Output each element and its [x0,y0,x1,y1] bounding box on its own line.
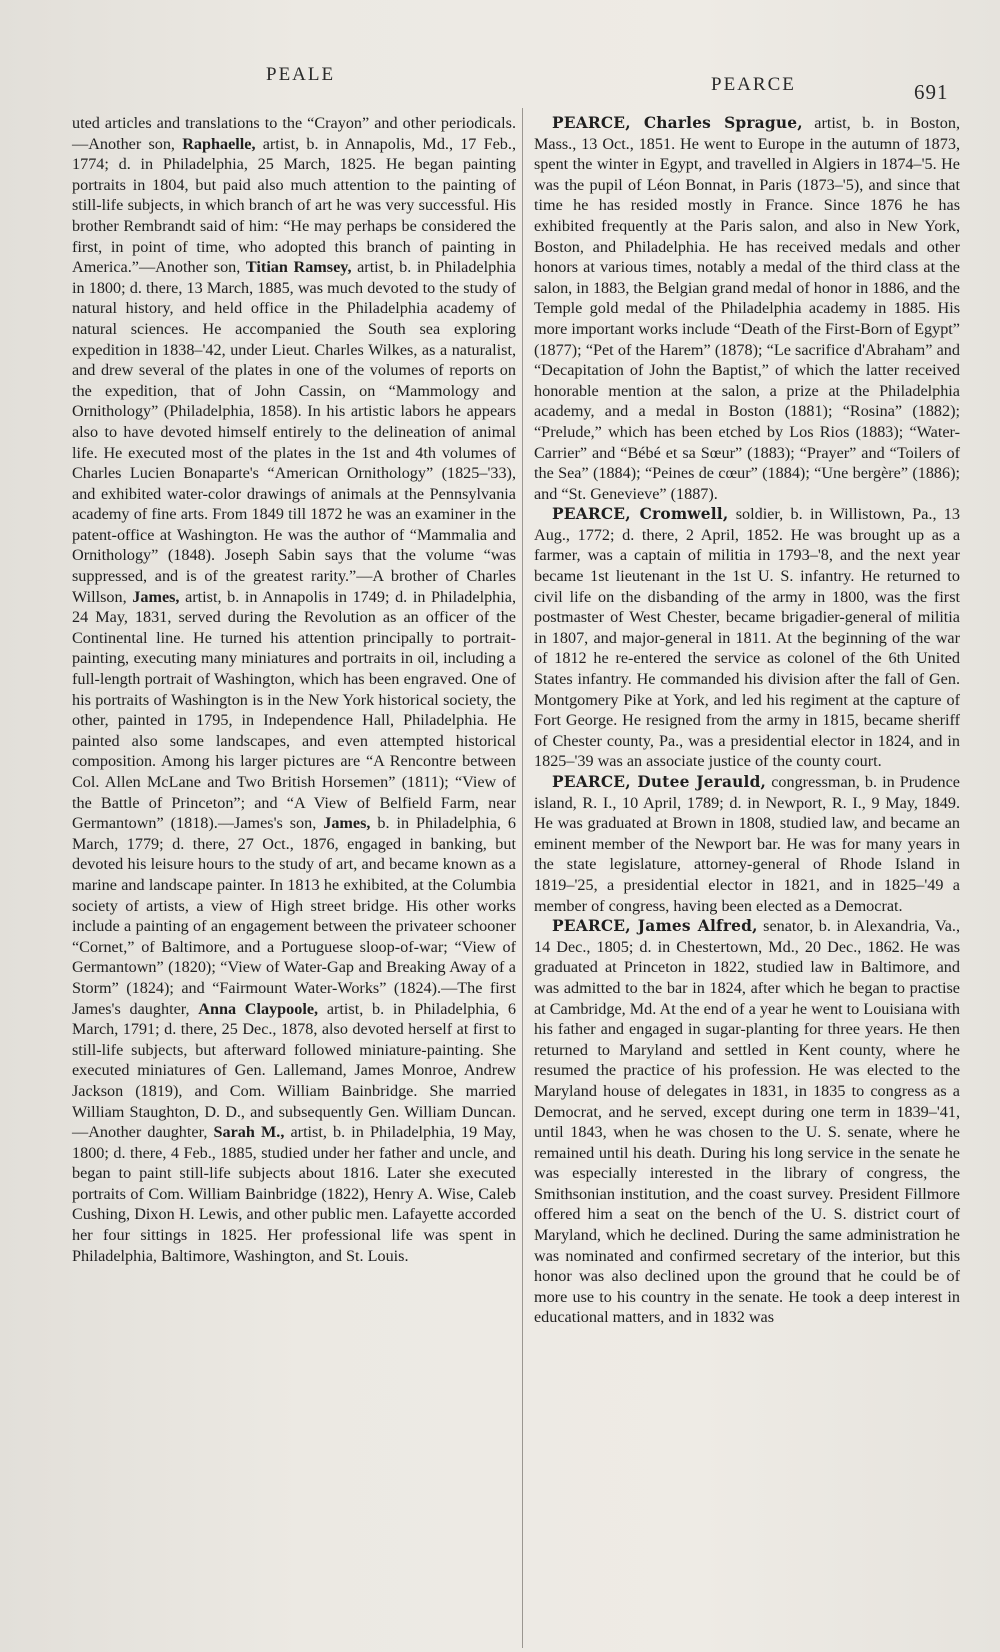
entry-text: artist, b. in Boston, Mass., 13 Oct., 1851. He went to Europe in the autumn of 1873, spent the winter in Egypt, and travelled in Algiers in 1874–'5. He was the pupil of Léon Bonnat, in Paris (1873–'5), and since that time he has resided mostly in France. Since 1876 he has exhibited frequently at the Paris salon, and also in New York, Boston, and Philadelphia. He has received medals and other honors at various times, notably a medal of the third class at the salon, in 1883, the Belgian grand medal of honor in 1886, and the Temple gold medal of the Philadelphia academy in 1885. His more important works include “Death of the First-Born of Egypt” (1877); “Pet of the Harem” (1878); “Le sacrifice d'Abraham” and “Decapitation of John the Baptist,” of which the latter received honorable mention at the salon, a prize at the Philadelphia academy, and a medal in Boston (1881); “Rosina” (1882); “Prelude,” which has been etched by Los Rios (1883); “Water-Carrier” and “Bébé et sa Sœur” (1883); “Prayer” and “Toilers of the Sea” (1884); “Peines de cœur” (1884); “Une bergère” (1886); and “St. Genevieve” (1887). [534,114,960,503]
name-anna-claypoole: Anna Claypoole, [198,999,319,1018]
entry-text: artist, b. in Annapolis, Md., 17 Feb., 1774; d. in Philadelphia, 25 March, 1825. He began painting portraits in 1804, but paid also much attention to the painting of still-life subjects, in which branch of art he was very successful. His brother Rembrandt said of him: “He may perhaps be considered the first, in point of time, who adopted this branch of painting in America.”—Another son, [72,134,516,277]
entry-headword: PEARCE, Dutee Jerauld, [552,773,767,791]
name-james-son: James, [323,814,371,833]
entry-james-alfred-pearce [534,916,960,1328]
entry-text: artist, b. in Philadelphia, 6 March, 1791; d. there, 25 Dec., 1878, also devoted herself at first to still-life subjects, but afterward followed miniature-painting. She executed miniatures of Gen. Lallemand, James Monroe, Andrew Jackson (1819), and Com. William Bainbridge. She married William Staughton, D. D., and subsequently Gen. William Duncan. —Another daughter, [72,999,516,1142]
right-column [534,113,960,1328]
entry-text: uted articles and translations to the “Crayon” and other periodicals.—Another son, [72,114,516,153]
entry-headword: PEARCE, Cromwell, [552,505,729,524]
entry-charles-sprague-pearce [534,113,960,504]
entry-text: senator, b. in Alexandria, Va., 14 Dec., 1805; d. in Chestertown, Md., 20 Dec., 1862. He was graduated at Princeton in 1822, studied law in Baltimore, and was admitted to the bar in 1824, after which he began to practise at Cambridge, Md. At the end of a year he went to Louisiana with his father and engaged in sugar-planting for three years. He then returned to Maryland and settled in Kent county, where he resumed the practice of his profession. He was elected to the Maryland house of delegates in 1831, in 1835 to congress as a Democrat, and he served, except during one term in 1839–'41, until 1843, when he was chosen to the U. S. senate, where he remained until his death. During his long service in the senate he was especially interested in the library of congress, the Smithsonian institution, and the coast survey. President Fillmore offered him a seat on the bench of the U. S. district court of Maryland, which he declined. During the same administration he was nominated and confirmed secretary of the interior, but this honor was also declined upon the ground that he could be of more use to his country in the senate. He took a deep interest in educational matters, and in 1832 was [534,917,960,1327]
header-left-keyword: PEALE [266,64,336,85]
entry-text: artist, b. in Philadelphia in 1800; d. there, 13 March, 1885, was much devoted to the study of natural history, and held office in the Philadelphia academy of natural sciences. He accompanied the South sea exploring expedition in 1838–'42, under Lieut. Charles Wilkes, as a naturalist, and drew several of the plates in one of the volumes of reports on the expedition, that of John Cassin, on “Mammology and Ornithology” (Philadelphia, 1858). In his artistic labors he appears also to have devoted himself entirely to the delineation of animal life. He executed most of the plates in the 1st and 4th volumes of Charles Lucien Bonaparte's “American Ornithology” (1825–'33), and exhibited water-color drawings of animals at the Pennsylvania academy of fine arts. From 1849 till 1872 he was an examiner in the patent-office at Washington. He was the author of “Mammalia and Ornithology” (1848). Joseph Sabin says that the volume “was suppressed, and is of the greatest rarity.”—A brother of Charles Willson, [72,258,516,606]
entry-text: congressman, b. in Prudence island, R. I., 10 April, 1789; d. in Newport, R. I., 9 May, 1849. He was graduated at Brown in 1808, studied law, and became an eminent member of the Newport bar. He was for many years in the state legislature, attorney-general of Rhode Island in 1819–'25, a presidential elector in 1821, and in 1825–'49 a member of congress, having been elected as a Democrat. [534,773,960,915]
name-raphaelle: Raphaelle, [182,134,256,153]
column-divider [522,108,523,1648]
name-sarah-m: Sarah M., [213,1123,285,1142]
page-number: 691 [914,80,949,104]
entry-headword: PEARCE, Charles Sprague, [552,114,803,132]
entry-text: soldier, b. in Willistown, Pa., 13 Aug., 1772; d. there, 2 April, 1852. He was brought up as a farmer, was a captain of militia in 1793–'8, and the next year became 1st lieutenant in the 1st U. S. infantry. He returned to civil life on the disbanding of the army in 1800, was the first postmaster of West Chester, became brigadier-general of militia in 1807, and major-general in 1811. At the beginning of the war of 1812 he re-entered the service as colonel of the 6th United States infantry. He commanded his division after the fall of Gen. Montgomery Pike at York, and led his regiment at the capture of Fort George. He resigned from the army in 1815, became sheriff of Chester county, Pa., was a presidential elector in 1824, and in 1825–'39 was an associate justice of the county court. [534,505,960,771]
running-header [0,0,1000,104]
entry-text: artist, b. in Philadelphia, 19 May, 1800; d. there, 4 Feb., 1885, studied under her father and uncle, and began to paint still-life subjects about 1816. Later she executed portraits of Com. William Bainbridge (1822), Henry A. Wise, Caleb Cushing, Dixon H. Lewis, and other public men. Lafayette accorded her four sittings in 1825. Her professional life was spent in Philadelphia, Baltimore, Washington, and St. Louis. [72,1123,517,1265]
peale-continuation-entry [72,113,516,1266]
name-titian-ramsey: Titian Ramsey, [245,258,352,277]
entry-cromwell-pearce [534,504,960,772]
entry-text: artist, b. in Annapolis in 1749; d. in Philadelphia, 24 May, 1831, served during the Revolution as an officer of the Continental line. He turned his attention principally to portrait-painting, executing many miniatures and portraits in oil, including a full-length portrait of Washington, which has been engraved. One of his portraits of Washington is in the New York historical society, the other, painted in 1795, in Independence Hall, Philadelphia. He painted also some landscapes, and even attempted historical composition. Among his larger pictures are “A Rencontre between Col. Allen McLane and Two British Horsemen” (1811); “View of the Battle of Princeton”; and “A View of Belfield Farm, near Germantown” (1818).—James's son, [72,587,516,833]
left-column [72,113,516,1266]
name-james: James, [132,587,180,606]
entry-text: b. in Philadelphia, 6 March, 1779; d. there, 27 Oct., 1876, engaged in banking, but devoted his leisure hours to the study of art, and became known as a marine and landscape painter. In 1813 he exhibited, at the Columbia society of artists, a view of High street bridge. His other works include a painting of an engagement between the privateer schooner “Cornet,” of Baltimore, and a Portuguese sloop-of-war; “View of Germantown” (1820); “View of Water-Gap and Breaking Away of a Storm” (1824); and “Fairmount Water-Works” (1824).—The first James's daughter, [72,814,516,1018]
entry-headword: PEARCE, James Alfred, [552,917,758,936]
entry-dutee-jerauld-pearce [534,772,960,916]
header-right-keyword: PEARCE [711,74,796,95]
